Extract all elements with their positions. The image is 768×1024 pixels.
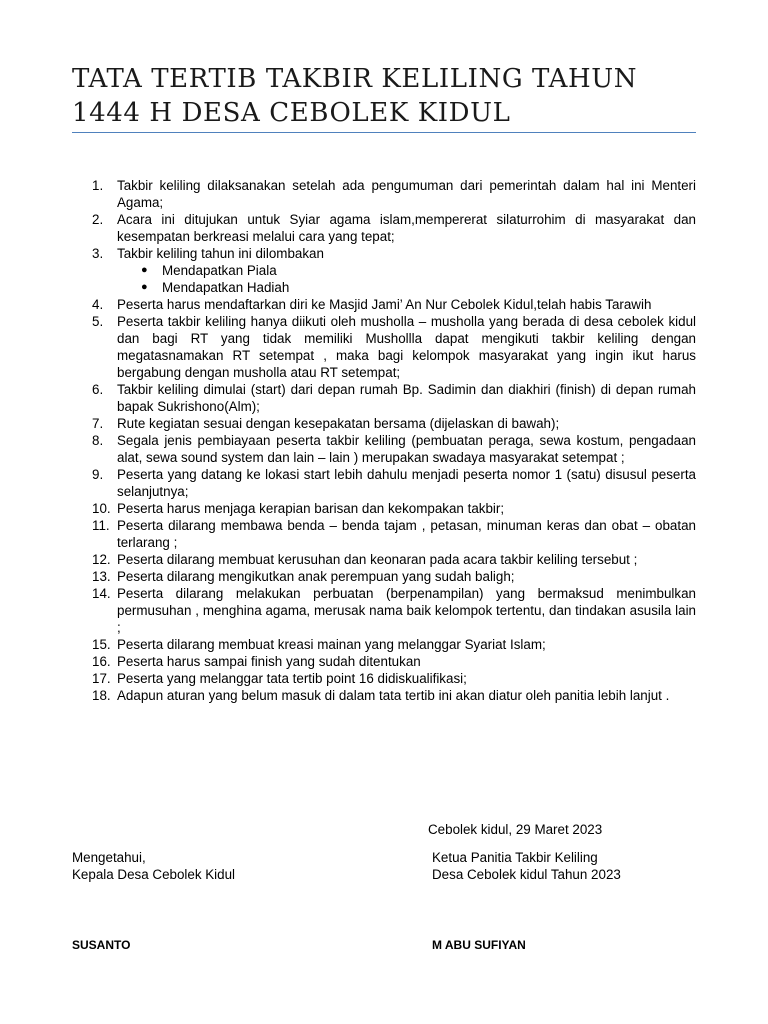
rule-text: Adapun aturan yang belum masuk di dalam tata tertib ini akan diatur oleh panitia lebih lanjut . [117, 688, 670, 703]
document-title-line-1: TATA TERTIB TAKBIR KELILING TAHUN [72, 64, 638, 94]
rule-text: Peserta harus sampai finish yang sudah ditentukan [117, 654, 421, 669]
rule-item [72, 466, 696, 500]
rule-item [72, 313, 696, 381]
rule-text: Takbir keliling dilaksanakan setelah ada pengumuman dari pemerintah dalam hal ini Menteri Agama; [117, 178, 696, 210]
rule-number: 7. [92, 416, 104, 431]
rule-number: 13. [92, 569, 111, 584]
rule-number: 4. [92, 297, 104, 312]
rule-item [72, 568, 696, 585]
approval-label: Mengetahui, [72, 850, 146, 865]
rule-text: Peserta dilarang melakukan perbuatan (berpenampilan) yang bermaksud menimbulkan permusuhan , menghina agama, merusak nama baik kelompok tertentu, dan tindakan asusila lain ; [117, 586, 696, 635]
prize-item [117, 279, 696, 296]
rule-item [72, 500, 696, 517]
rule-number: 11. [92, 518, 110, 533]
rule-number: 9. [92, 467, 104, 482]
rule-item [72, 670, 696, 687]
rule-number: 3. [92, 246, 104, 261]
rule-number: 2. [92, 212, 104, 227]
prize-text: Mendapatkan Hadiah [162, 280, 290, 295]
rule-number: 16. [92, 654, 111, 669]
rule-item [72, 415, 696, 432]
rule-number: 6. [92, 382, 104, 397]
rule-item [72, 517, 696, 551]
rule-number: 12. [92, 552, 111, 567]
rule-number: 10. [92, 501, 111, 516]
place-and-date: Cebolek kidul, 29 Maret 2023 [428, 822, 603, 837]
committee-organization: Desa Cebolek kidul Tahun 2023 [432, 867, 621, 882]
prize-list [117, 262, 696, 296]
rule-item [72, 177, 696, 211]
rule-text: Peserta yang melanggar tata tertib point 16 didiskualifikasi; [117, 671, 467, 686]
rule-item [72, 211, 696, 245]
prize-text: Mendapatkan Piala [162, 263, 277, 278]
rule-item [72, 296, 696, 313]
rule-number: 17. [92, 671, 111, 686]
rule-item [72, 653, 696, 670]
rule-text: Peserta yang datang ke lokasi start lebih dahulu menjadi peserta nomor 1 (satu) disusul peserta selanjutnya; [117, 467, 696, 499]
rule-text: Peserta dilarang membawa benda – benda tajam , petasan, minuman keras dan obat – obatan terlarang ; [117, 518, 696, 550]
rule-item [72, 636, 696, 653]
rule-text: Peserta dilarang membuat kreasi mainan yang melanggar Syariat Islam; [117, 637, 546, 652]
rule-text: Peserta dilarang mengikutkan anak perempuan yang sudah baligh; [117, 569, 515, 584]
rule-number: 14. [92, 586, 111, 601]
committee-chair-name: M ABU SUFIYAN [432, 938, 526, 952]
rule-item [72, 585, 696, 636]
title-underline [72, 132, 696, 133]
rule-number: 1. [92, 178, 104, 193]
bullet-icon: ● [141, 281, 148, 293]
rule-text: Peserta harus menjaga kerapian barisan dan kekompakan takbir; [117, 501, 505, 516]
village-head-name: SUSANTO [72, 938, 131, 952]
bullet-icon: ● [141, 264, 148, 276]
approval-position: Kepala Desa Cebolek Kidul [72, 867, 236, 882]
rule-text: Rute kegiatan sesuai dengan kesepakatan bersama (dijelaskan di bawah); [117, 416, 560, 431]
document-title [72, 62, 702, 130]
rule-text: Peserta dilarang membuat kerusuhan dan keonaran pada acara takbir keliling tersebut ; [117, 552, 638, 567]
rule-number: 15. [92, 637, 111, 652]
rule-text: Takbir keliling dimulai (start) dari depan rumah Bp. Sadimin dan diakhiri (finish) di depan rumah bapak Sukrishono(Alm); [117, 382, 696, 414]
rule-item [72, 381, 696, 415]
approval-block [72, 849, 235, 883]
rule-text: Peserta harus mendaftarkan diri ke Masjid Jami’ An Nur Cebolek Kidul,telah habis Tarawih [117, 297, 652, 312]
document-title-line-2: 1444 H DESA CEBOLEK KIDUL [72, 98, 511, 128]
rule-item [72, 432, 696, 466]
rule-item [72, 245, 696, 296]
rule-text: Takbir keliling tahun ini dilombakan [117, 246, 324, 261]
rule-number: 8. [92, 433, 104, 448]
rule-text: Peserta takbir keliling hanya diikuti oleh musholla – musholla yang berada di desa cebolek kidul dan bagi RT yang tidak memiliki Mushollla dapat mengikuti takbir keliling dengan megatasnamakan RT setempat , maka bagi kelompok masyarakat yang ingin ikut harus bergabung dengan musholla atau RT setempat; [117, 314, 696, 380]
prize-item [117, 262, 696, 279]
rule-number: 18. [92, 688, 111, 703]
rule-text: Segala jenis pembiayaan peserta takbir keliling (pembuatan peraga, sewa kostum, pengadaan alat, sewa sound system dan lain – lain ) merupakan swadaya masyarakat setempat ; [117, 433, 696, 465]
rules-list [72, 177, 696, 704]
rule-text: Acara ini ditujukan untuk Syiar agama islam,mempererat silaturrohim di masyarakat dan kesempatan berkreasi melalui cara yang tepat; [117, 212, 696, 244]
committee-block [432, 849, 621, 883]
committee-position: Ketua Panitia Takbir Keliling [432, 850, 598, 865]
rule-number: 5. [92, 314, 104, 329]
rule-item [72, 687, 696, 704]
rule-item [72, 551, 696, 568]
